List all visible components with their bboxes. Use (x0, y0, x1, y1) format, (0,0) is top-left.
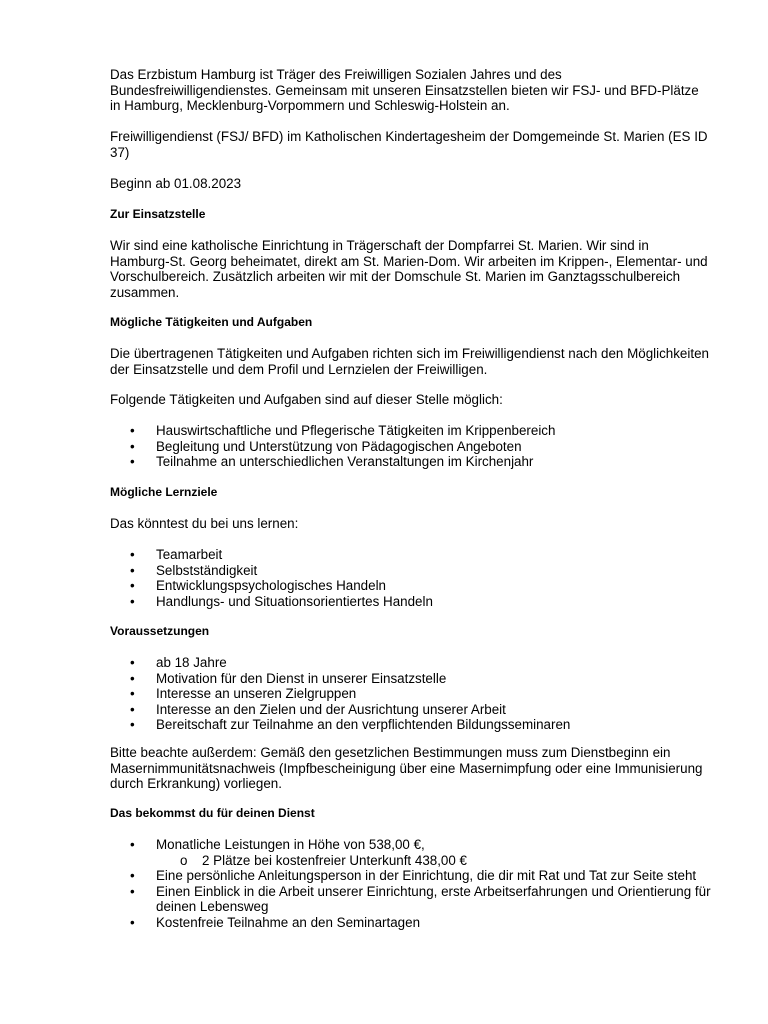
taetigkeiten-list (110, 423, 720, 470)
list-item: • Selbstständigkeit (110, 563, 720, 579)
heading-voraussetzungen: Voraussetzungen (110, 624, 210, 638)
heading-taetigkeiten: Mögliche Tätigkeiten und Aufgaben (110, 315, 313, 329)
taetigkeiten-text: Die übertragenen Tätigkeiten und Aufgaben richten sich im Freiwilligendienst nach den Möglichkeiten der Einsatzstelle und dem Profil und Lernzielen der Freiwilligen. (110, 346, 709, 377)
list-item: • Teamarbeit (110, 547, 720, 563)
lernziele-lead: Das könntest du bei uns lernen: (110, 516, 299, 531)
list-item: • Interesse an den Zielen und der Ausrichtung unserer Arbeit (110, 702, 720, 718)
einsatzstelle-text: Wir sind eine katholische Einrichtung in Trägerschaft der Dompfarrei St. Marien. Wir sind in Hamburg-St. Georg beheimatet, direkt am St. Marien-Dom. Wir arbeiten im Krippen-, Elementar- und Vorschulbereich. Zusätzlich arbeiten wir mit der Domschule St. Marien im Ganztagsschulbereich zusammen. (110, 238, 708, 300)
list-item: • Begleitung und Unterstützung von Pädagogischen Angeboten (110, 439, 720, 455)
start-date: Beginn ab 01.08.2023 (110, 176, 242, 191)
taetigkeiten-lead: Folgende Tätigkeiten und Aufgaben sind auf dieser Stelle möglich: (110, 392, 503, 407)
list-item: • Handlungs- und Situationsorientiertes Handeln (110, 594, 720, 610)
list-item: • Monatliche Leistungen in Höhe von 538,00 €, (110, 837, 720, 853)
list-item: • Teilnahme an unterschiedlichen Veranstaltungen im Kirchenjahr (110, 454, 720, 470)
masern-note: Bitte beachte außerdem: Gemäß den gesetzlichen Bestimmungen muss zum Dienstbeginn ein Masernimmunitätsnachweis (Impfbescheinigung über eine Masernimpfung oder eine Immunisierung durch Erkrankung) vorliegen. (110, 745, 703, 791)
sub-list-item: o 2 Plätze bei kostenfreier Unterkunft 438,00 € (110, 853, 720, 869)
list-item: • Kostenfreie Teilnahme an den Seminartagen (110, 915, 720, 931)
list-item: • Eine persönliche Anleitungsperson in der Einrichtung, die dir mit Rat und Tat zur Seite steht (110, 868, 720, 884)
leistungen-list (110, 837, 720, 930)
list-item: • Motivation für den Dienst in unserer Einsatzstelle (110, 671, 720, 687)
intro-paragraph: Das Erzbistum Hamburg ist Träger des Freiwilligen Sozialen Jahres und des Bundesfreiwilligendienstes. Gemeinsam mit unseren Einsatzstellen bieten wir FSJ- und BFD-Plätze in Hamburg, Mecklenburg-Vorpommern und Schleswig-Holstein an. (110, 67, 699, 113)
list-item: • Hauswirtschaftliche und Pflegerische Tätigkeiten im Krippenbereich (110, 423, 720, 439)
lernziele-list (110, 547, 720, 609)
list-item: • Interesse an unseren Zielgruppen (110, 686, 720, 702)
heading-leistungen: Das bekommst du für deinen Dienst (110, 806, 315, 820)
list-item: • Bereitschaft zur Teilnahme an den verpflichtenden Bildungsseminaren (110, 717, 720, 733)
heading-lernziele: Mögliche Lernziele (110, 485, 218, 499)
position-title: Freiwilligendienst (FSJ/ BFD) im Katholischen Kindertagesheim der Domgemeinde St. Marien (ES ID 37) (110, 129, 708, 160)
voraussetzungen-list (110, 655, 720, 733)
heading-einsatzstelle: Zur Einsatzstelle (110, 207, 206, 221)
list-item: • ab 18 Jahre (110, 655, 720, 671)
list-item: • Einen Einblick in die Arbeit unserer Einrichtung, erste Arbeitserfahrungen und Orientierung für deinen Lebensweg (110, 884, 720, 915)
list-item: • Entwicklungspsychologisches Handeln (110, 578, 720, 594)
